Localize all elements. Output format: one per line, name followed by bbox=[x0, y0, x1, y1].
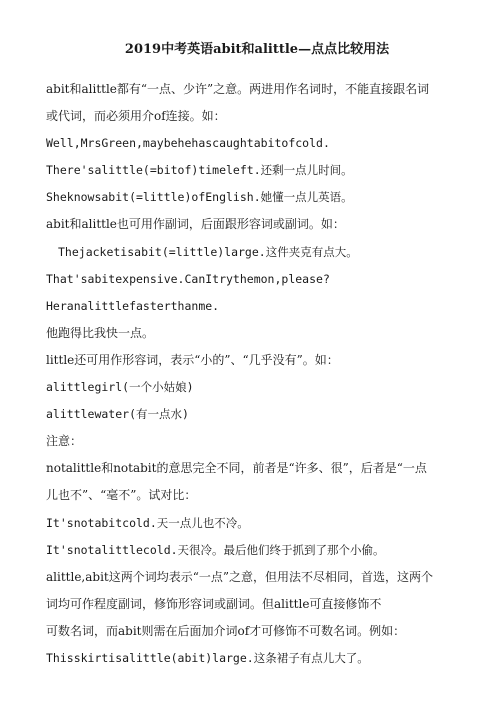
text-line: abit和alittle也可用作副词，后面跟形容词或副词。如： bbox=[46, 217, 345, 232]
text-line: There'salittle(=bitof)timeleft.还剩一点儿时间。 bbox=[46, 163, 353, 178]
text-line: 儿也不”、“毫不”。试对比： bbox=[46, 488, 197, 503]
text-line: Well,MrsGreen,maybehehascaughtabitofcold. bbox=[46, 136, 330, 151]
text-line: alittlewater(有一点水) bbox=[46, 407, 189, 422]
text-line: abit和alittle都有“一点、少许”之意。两进用作名词时，不能直接跟名词 bbox=[46, 82, 430, 96]
text-line: alittlegirl(一个小姑娘) bbox=[46, 380, 194, 395]
document-title: 2019中考英语abit和alittle—点点比较用法 bbox=[124, 42, 390, 57]
text-line: Sheknowsabit(=little)ofEnglish.她懂一点儿英语。 bbox=[46, 190, 353, 205]
text-line: Thejacketisabit(=little)large.这件夹克有点大。 bbox=[58, 244, 358, 259]
text-line: 词均可作程度副词，修饰形容词或副词。但alittle可直接修饰不 bbox=[46, 596, 382, 611]
text-line: Heranalittlefasterthanme. bbox=[46, 298, 220, 313]
text-line: little还可用作形容词，表示“小的”、“几乎没有”。如： bbox=[46, 352, 339, 367]
text-line: 或代词，而必须用介of连接。如： bbox=[46, 109, 226, 124]
text-line: It'snotalittlecold.天很冷。最后他们终于抓到了那个小偷。 bbox=[46, 542, 385, 557]
text-line: 他跑得比我快一点。 bbox=[46, 325, 155, 340]
text-line: 注意： bbox=[46, 434, 83, 449]
text-line: That'sabitexpensive.CanItrythemon,please? bbox=[46, 271, 330, 286]
text-line: notalittle和notabit的意思完全不同，前者是“许多、很”，后者是“一点 bbox=[46, 461, 427, 476]
text-line: 可数名词，而abit则需在后面加介词of才可修饰不可数名词。例如： bbox=[46, 623, 406, 638]
text-line: alittle,abit这两个词均表示“一点”之意，但用法不尽相同，首选，这两个 bbox=[46, 569, 433, 584]
text-line: It'snotabitcold.天一点儿也不冷。 bbox=[46, 515, 249, 530]
text-line: Thisskirtisalittle(abit)large.这条裙子有点儿大了。 bbox=[46, 650, 369, 665]
